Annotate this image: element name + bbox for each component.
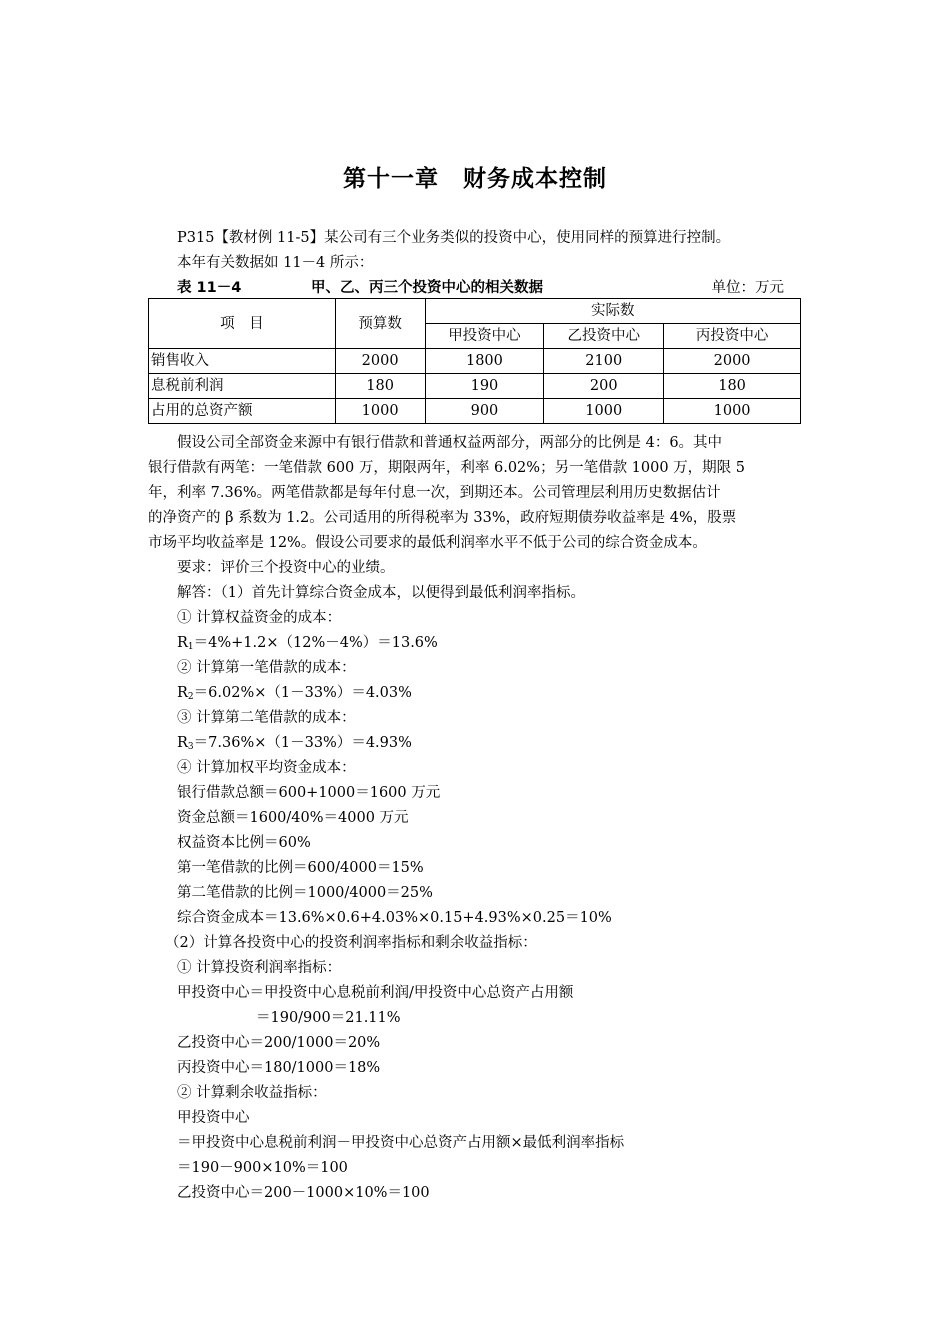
- table-cell: 2000: [335, 349, 425, 374]
- roi-bing: 丙投资中心＝180/1000＝18%: [177, 1060, 381, 1076]
- table-row: [149, 349, 801, 374]
- header-budget: 预算数: [335, 299, 425, 349]
- formula-r2: [177, 683, 412, 707]
- table-cell: 1000: [335, 399, 425, 424]
- row-label: 销售收入: [149, 349, 336, 374]
- paragraph-line: 的净资产的 β 系数为 1.2。公司适用的所得税率为 33%，政府短期债券收益率是 4%，股票: [148, 510, 737, 526]
- paragraph-line: 银行借款有两笔：一笔借款 600 万，期限两年，利率 6.02%；另一笔借款 1000 万，期限 5: [148, 460, 746, 476]
- r2-subscript: 2: [187, 692, 194, 702]
- data-table: [148, 298, 801, 424]
- r1-subscript: 1: [187, 642, 194, 652]
- table-unit: 单位：万元: [711, 280, 784, 296]
- table-cell: 200: [544, 374, 664, 399]
- requirement: 要求：评价三个投资中心的业绩。: [177, 560, 395, 576]
- row-label: 占用的总资产额: [149, 399, 336, 424]
- table-number: 表 11－4: [177, 280, 242, 296]
- calc-line: 资金总额＝1600/40%＝4000 万元: [177, 810, 409, 826]
- table-cell: 2000: [664, 349, 801, 374]
- answer-intro: 解答：（1）首先计算综合资金成本，以便得到最低利润率指标。: [177, 585, 585, 601]
- header-actual: 实际数: [425, 299, 800, 324]
- r1-symbol: R: [177, 635, 188, 651]
- ri-jia-value: ＝190－900×10%＝100: [177, 1160, 348, 1176]
- ri-heading: ② 计算剩余收益指标：: [177, 1085, 327, 1101]
- part-2-heading: （2）计算各投资中心的投资利润率指标和剩余收益指标：: [165, 935, 537, 951]
- ri-yi: 乙投资中心＝200－1000×10%＝100: [177, 1185, 430, 1201]
- table-row: [149, 399, 801, 424]
- roi-heading: ① 计算投资利润率指标：: [177, 960, 342, 976]
- intro-line-2: 本年有关数据如 11－4 所示：: [177, 255, 374, 271]
- calc-line: 第二笔借款的比例＝1000/4000＝25%: [177, 885, 433, 901]
- table-caption: [177, 278, 784, 298]
- step-4: ④ 计算加权平均资金成本：: [177, 760, 356, 776]
- r2-expression: ＝6.02%×（1－33%）＝4.03%: [193, 685, 412, 701]
- step-1: ① 计算权益资金的成本：: [177, 610, 342, 626]
- roi-yi: 乙投资中心＝200/1000＝20%: [177, 1035, 381, 1051]
- roi-jia: 甲投资中心＝甲投资中心息税前利润/甲投资中心总资产占用额: [177, 985, 574, 1001]
- calc-line: 权益资本比例＝60%: [177, 835, 311, 851]
- paragraph-line: 假设公司全部资金来源中有银行借款和普通权益两部分，两部分的比例是 4：6。其中: [177, 435, 723, 451]
- table-row: [149, 374, 801, 399]
- paragraph-line: 市场平均收益率是 12%。假设公司要求的最低利润率水平不低于公司的综合资金成本。: [148, 535, 707, 551]
- formula-r1: [177, 633, 438, 657]
- table-cell: 1800: [425, 349, 544, 374]
- r1-expression: ＝4%+1.2×（12%－4%）＝13.6%: [193, 635, 438, 651]
- table-cell: 180: [664, 374, 801, 399]
- formula-r3: [177, 733, 412, 757]
- calc-line: 银行借款总额＝600+1000＝1600 万元: [177, 785, 441, 801]
- r3-symbol: R: [177, 735, 188, 751]
- table-cell: 180: [335, 374, 425, 399]
- paragraph-line: 年，利率 7.36%。两笔借款都是每年付息一次，到期还本。公司管理层利用历史数据估计: [148, 485, 721, 501]
- page-title: 第十一章 财务成本控制: [343, 166, 607, 192]
- table-cell: 2100: [544, 349, 664, 374]
- step-2: ② 计算第一笔借款的成本：: [177, 660, 356, 676]
- table-cell: 190: [425, 374, 544, 399]
- table-cell: 900: [425, 399, 544, 424]
- roi-jia-value: ＝190/900＝21.11%: [256, 1010, 401, 1026]
- header-center-jia: 甲投资中心: [425, 324, 544, 349]
- calc-line: 第一笔借款的比例＝600/4000＝15%: [177, 860, 424, 876]
- r2-symbol: R: [177, 685, 188, 701]
- header-center-bing: 丙投资中心: [664, 324, 801, 349]
- table-cell: 1000: [544, 399, 664, 424]
- step-3: ③ 计算第二笔借款的成本：: [177, 710, 356, 726]
- intro-line-1: P315【教材例 11-5】某公司有三个业务类似的投资中心，使用同样的预算进行控制。: [177, 230, 731, 246]
- ri-jia-label: 甲投资中心: [177, 1110, 250, 1126]
- table-cell: 1000: [664, 399, 801, 424]
- header-center-yi: 乙投资中心: [544, 324, 664, 349]
- ri-jia-formula: ＝甲投资中心息税前利润－甲投资中心总资产占用额×最低利润率指标: [177, 1135, 625, 1151]
- table-title: 甲、乙、丙三个投资中心的相关数据: [311, 280, 543, 296]
- calc-line: 综合资金成本＝13.6%×0.6+4.03%×0.15+4.93%×0.25＝10%: [177, 910, 612, 926]
- r3-subscript: 3: [187, 742, 194, 752]
- r3-expression: ＝7.36%×（1－33%）＝4.93%: [193, 735, 412, 751]
- header-item: 项 目: [149, 299, 336, 349]
- row-label: 息税前利润: [149, 374, 336, 399]
